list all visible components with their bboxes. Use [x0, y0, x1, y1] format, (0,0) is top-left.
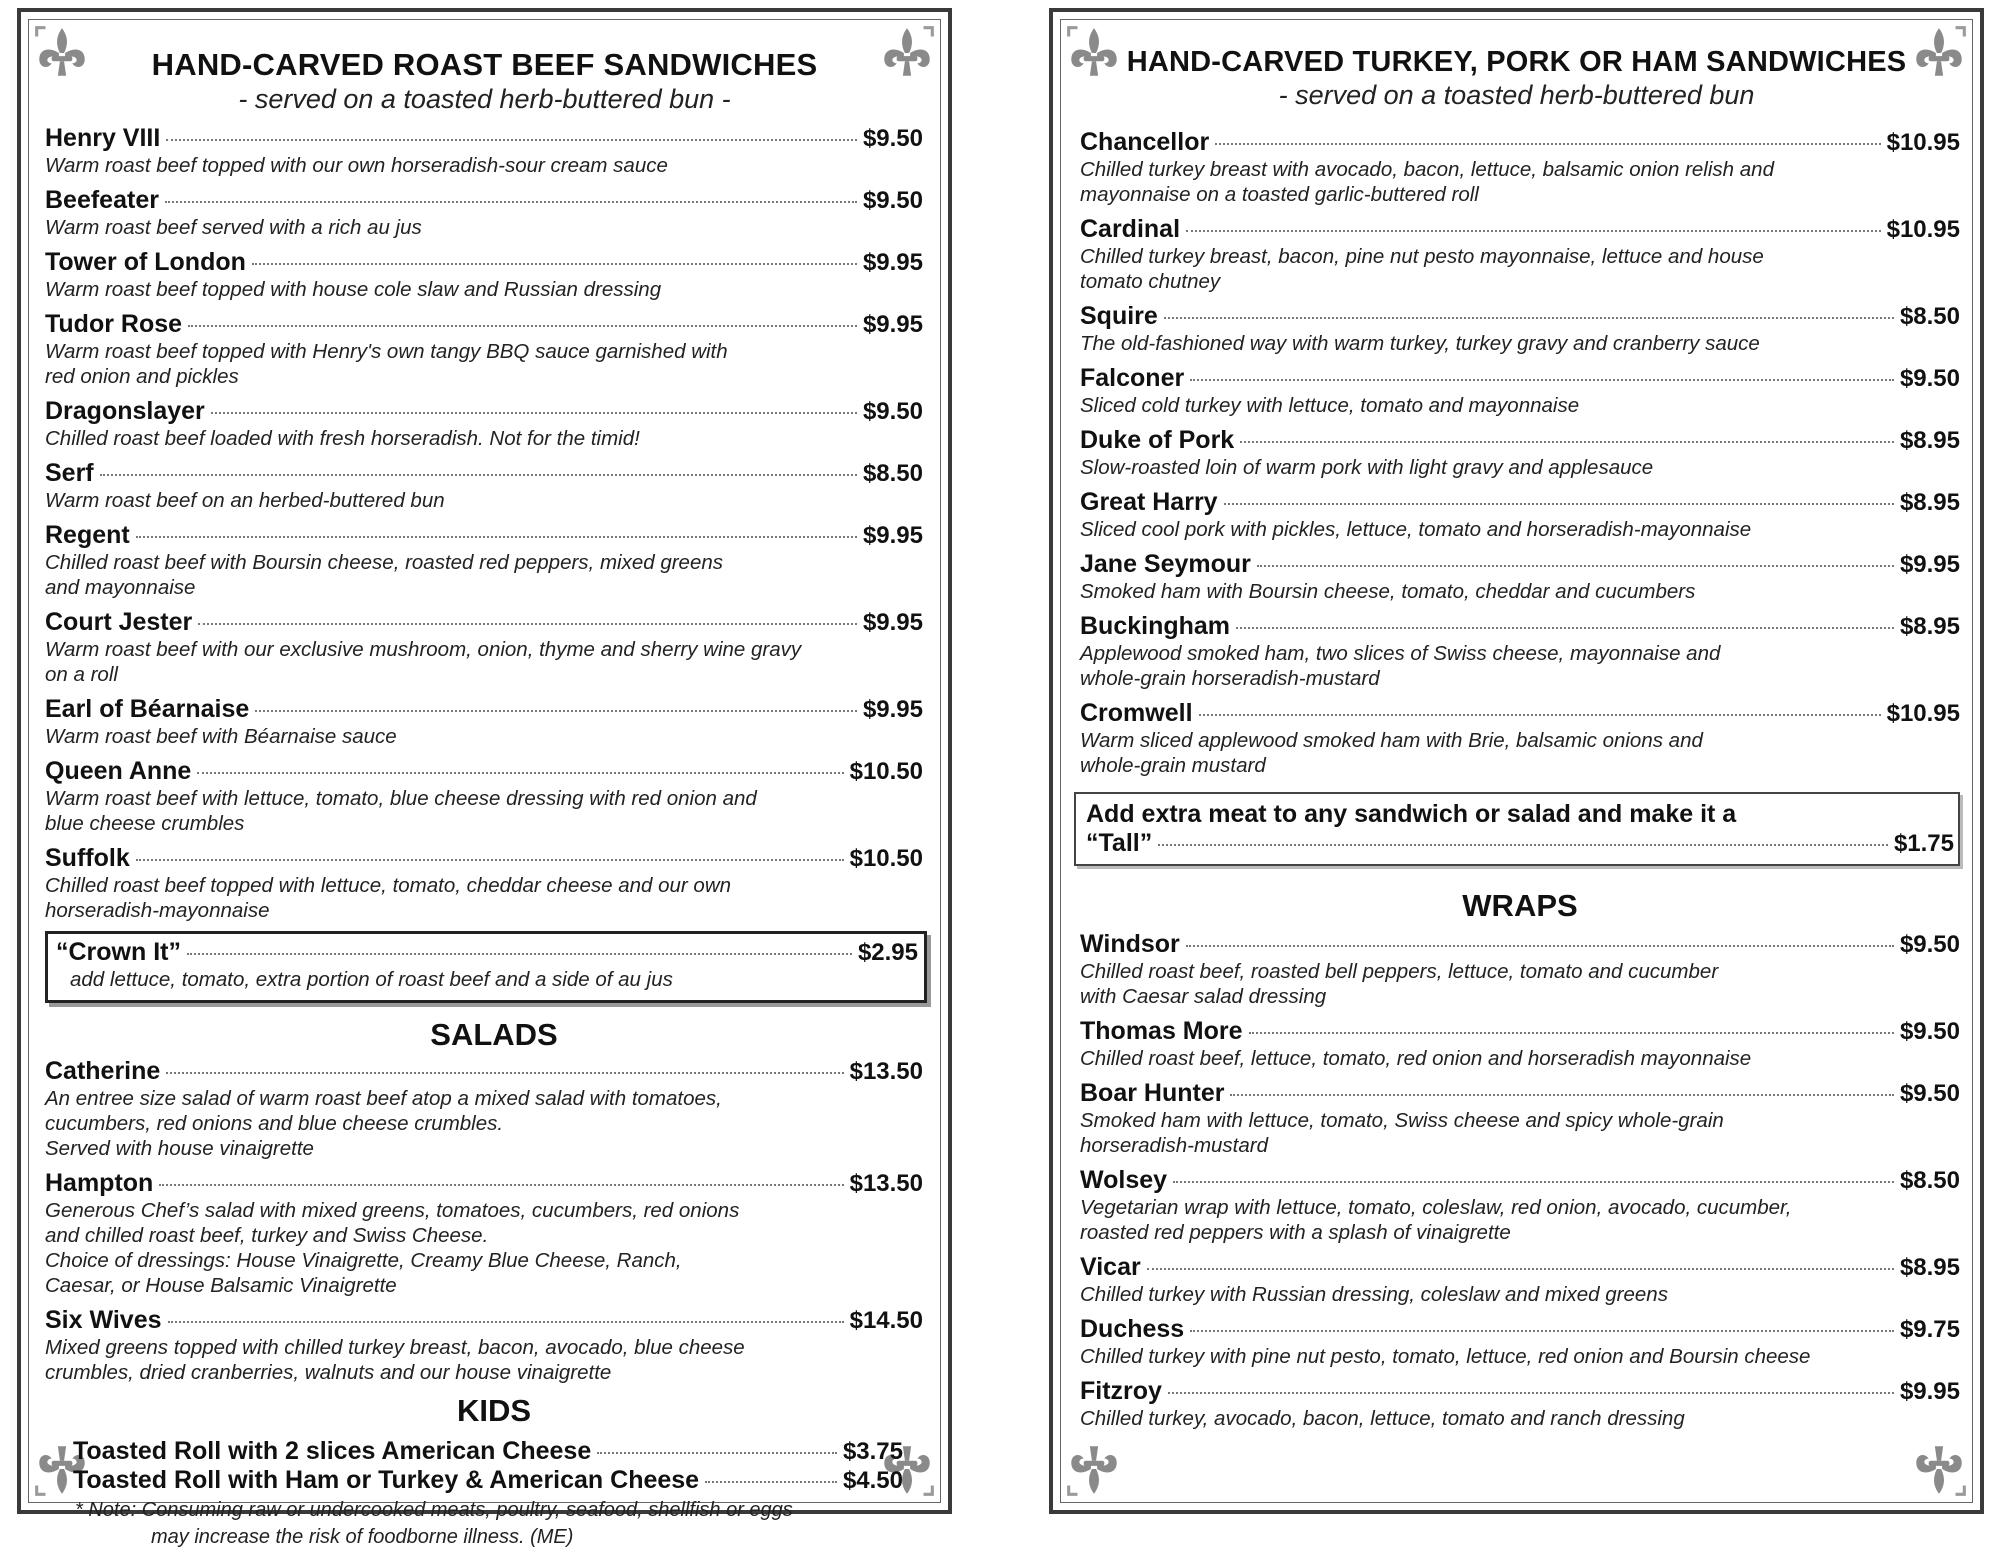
item-price: $9.50 — [1899, 1018, 1960, 1045]
item-name: Queen Anne — [45, 757, 192, 785]
item-price: $8.95 — [1899, 1254, 1960, 1281]
make-it-tall-box — [1074, 792, 1960, 866]
item-name: Jane Seymour — [1080, 550, 1251, 578]
item-description: Chilled roast beef, roasted bell peppers, lettuce, tomato and cucumber with Caesar salad dressing — [1080, 960, 1719, 1008]
roast-beef-section-title: HAND-CARVED ROAST BEEF SANDWICHES — [151, 47, 818, 82]
menu-item — [1080, 550, 1960, 604]
dot-leader — [188, 325, 857, 327]
menu-item — [1080, 364, 1960, 418]
menu-item — [1080, 1253, 1960, 1307]
item-description: Mixed greens topped with chilled turkey breast, bacon, avocado, blue cheese crumbles, dried cranberries, walnuts and our house vinaigrette — [45, 1336, 745, 1384]
menu-item — [45, 844, 923, 923]
menu-item — [45, 521, 923, 600]
item-description: Warm roast beef served with a rich au jus — [45, 216, 422, 239]
dot-leader — [198, 623, 857, 625]
dot-leader — [168, 1321, 844, 1323]
item-price: $8.95 — [1899, 613, 1960, 640]
menu-item — [1080, 302, 1960, 356]
item-name: Earl of Béarnaise — [45, 695, 250, 723]
item-name: Dragonslayer — [45, 397, 205, 425]
item-price: $9.95 — [862, 249, 923, 276]
item-price: $9.50 — [1899, 365, 1960, 392]
dot-leader — [705, 1481, 837, 1483]
menu-item — [1080, 1017, 1960, 1071]
item-name: Suffolk — [45, 844, 130, 872]
item-description: Warm roast beef on an herbed-buttered bun — [45, 489, 445, 512]
item-name: Windsor — [1080, 930, 1180, 958]
menu-item — [1080, 1079, 1960, 1158]
item-price: $14.50 — [849, 1307, 923, 1334]
item-price: $10.95 — [1886, 129, 1960, 156]
kids-section-title: KIDS — [456, 1393, 532, 1428]
item-price: $3.75 — [842, 1438, 903, 1465]
food-safety-note — [45, 1497, 943, 1551]
item-price: $9.95 — [862, 696, 923, 723]
item-price: $9.50 — [862, 187, 923, 214]
item-description: Applewood smoked ham, two slices of Swiss cheese, mayonnaise and whole-grain horseradish-mustard — [1080, 642, 1721, 690]
item-price: $10.50 — [849, 758, 923, 785]
item-name: Cardinal — [1080, 215, 1181, 243]
dot-leader — [1158, 844, 1888, 846]
menu-item — [45, 124, 923, 178]
item-price: $8.95 — [1899, 427, 1960, 454]
menu-item — [1080, 612, 1960, 691]
item-name: Boar Hunter — [1080, 1079, 1225, 1107]
item-price: $9.50 — [1899, 931, 1960, 958]
dot-leader — [1164, 317, 1894, 319]
item-price: $9.95 — [1899, 551, 1960, 578]
item-name: Toasted Roll with 2 slices American Cheese — [73, 1437, 592, 1465]
note-line: * Note: Consuming raw or undercooked meats, poultry, seafood, shellfish or eggs — [75, 1499, 793, 1521]
item-name: Buckingham — [1080, 612, 1231, 640]
dot-leader — [597, 1452, 837, 1454]
dot-leader — [1230, 1094, 1893, 1096]
dot-leader — [1173, 1181, 1894, 1183]
item-name: Squire — [1080, 302, 1158, 330]
salads-section-title: SALADS — [430, 1017, 558, 1052]
menu-item — [1080, 1166, 1960, 1245]
item-description: Sliced cool pork with pickles, lettuce, tomato and horseradish-mayonnaise — [1080, 518, 1752, 541]
item-description: Sliced cold turkey with lettuce, tomato and mayonnaise — [1080, 394, 1580, 417]
dot-leader — [165, 201, 857, 203]
item-price: $9.95 — [862, 311, 923, 338]
item-description: Chilled turkey with Russian dressing, coleslaw and mixed greens — [1080, 1283, 1668, 1306]
item-price: $8.50 — [1899, 1167, 1960, 1194]
turkey-pork-ham-section-title: HAND-CARVED TURKEY, PORK OR HAM SANDWICHES — [1126, 46, 1907, 78]
item-description: Smoked ham with Boursin cheese, tomato, cheddar and cucumbers — [1080, 580, 1696, 603]
menu-item — [45, 1169, 923, 1298]
item-price: $10.95 — [1886, 216, 1960, 243]
dot-leader — [1186, 230, 1881, 232]
item-price: $8.95 — [1899, 489, 1960, 516]
item-name: Fitzroy — [1080, 1377, 1162, 1405]
crown-it-box — [45, 931, 927, 1003]
kids-item — [73, 1466, 903, 1495]
menu-item — [1080, 426, 1960, 480]
menu-panel-right — [1049, 8, 1984, 1514]
dot-leader — [1215, 143, 1880, 145]
item-price: $10.95 — [1886, 700, 1960, 727]
dot-leader — [1236, 627, 1894, 629]
item-price: $9.95 — [862, 522, 923, 549]
item-price: $9.50 — [862, 125, 923, 152]
dot-leader — [1257, 565, 1894, 567]
dot-leader — [166, 139, 857, 141]
item-description: Chilled turkey breast with avocado, bacon, lettuce, balsamic onion relish and mayonnaise on a toasted garlic-buttered roll — [1080, 158, 1774, 206]
menu-item — [1080, 215, 1960, 294]
note-line: may increase the risk of foodborne illness. (ME) — [151, 1526, 574, 1548]
dot-leader — [136, 536, 857, 538]
turkey-pork-ham-list — [1080, 128, 1960, 1439]
menu-item — [45, 310, 923, 389]
item-name: Catherine — [45, 1057, 161, 1085]
item-name: Serf — [45, 459, 94, 487]
item-description: Vegetarian wrap with lettuce, tomato, coleslaw, red onion, avocado, cucumber, roasted red peppers with a splash of vinaigrette — [1080, 1196, 1792, 1244]
item-name: Falconer — [1080, 364, 1185, 392]
dot-leader — [1147, 1268, 1894, 1270]
item-name: Court Jester — [45, 608, 193, 636]
menu-item — [1080, 128, 1960, 207]
item-name: Tower of London — [45, 248, 246, 276]
item-description: Chilled roast beef topped with lettuce, tomato, cheddar cheese and our own horseradish-mayonnaise — [45, 874, 732, 922]
item-name: Hampton — [45, 1169, 154, 1197]
item-price: $9.95 — [1899, 1378, 1960, 1405]
item-description: The old-fashioned way with warm turkey, turkey gravy and cranberry sauce — [1080, 332, 1760, 355]
kids-list — [45, 1437, 903, 1495]
menu-item — [45, 1306, 923, 1385]
item-name: Henry VIII — [45, 124, 161, 152]
item-name: Duchess — [1080, 1315, 1185, 1343]
roast-beef-list — [45, 124, 943, 1551]
dot-leader — [1199, 714, 1881, 716]
dot-leader — [187, 953, 852, 955]
menu-item — [1080, 1377, 1960, 1431]
item-name: Cromwell — [1080, 699, 1193, 727]
dot-leader — [1190, 1330, 1894, 1332]
menu-panel-left — [17, 8, 952, 1548]
item-description: Chilled roast beef, lettuce, tomato, red onion and horseradish mayonnaise — [1080, 1047, 1752, 1070]
dot-leader — [136, 859, 844, 861]
menu-item — [45, 1057, 923, 1161]
roast-beef-subtitle: - served on a toasted herb-buttered bun - — [238, 84, 731, 114]
menu-item — [45, 186, 923, 240]
item-price: $9.95 — [862, 609, 923, 636]
wraps-section-title: WRAPS — [1462, 888, 1578, 923]
item-price: $8.50 — [1899, 303, 1960, 330]
menu-item — [45, 397, 923, 451]
item-description: Warm roast beef topped with house cole slaw and Russian dressing — [45, 278, 662, 301]
item-price: $2.95 — [857, 939, 918, 966]
item-price: $1.75 — [1893, 830, 1954, 857]
dot-leader — [159, 1184, 843, 1186]
dot-leader — [1190, 379, 1894, 381]
item-name: Vicar — [1080, 1253, 1141, 1281]
item-description: Warm roast beef topped with our own horseradish-sour cream sauce — [45, 154, 668, 177]
item-price: $9.50 — [1899, 1080, 1960, 1107]
item-description: Warm roast beef with Béarnaise sauce — [45, 725, 397, 748]
menu-item — [1080, 1315, 1960, 1369]
dot-leader — [100, 474, 857, 476]
item-price: $10.50 — [849, 845, 923, 872]
menu-item — [45, 248, 923, 302]
item-name: Six Wives — [45, 1306, 162, 1334]
menu-item — [45, 695, 923, 749]
item-name: Chancellor — [1080, 128, 1210, 156]
turkey-pork-ham-subtitle: - served on a toasted herb-buttered bun — [1278, 80, 1755, 110]
menu-item — [1080, 930, 1960, 1009]
item-description: Chilled turkey, avocado, bacon, lettuce, tomato and ranch dressing — [1080, 1407, 1685, 1430]
menu-item — [1080, 699, 1960, 778]
item-name: Toasted Roll with Ham or Turkey & American Cheese — [73, 1466, 700, 1494]
item-name: Wolsey — [1080, 1166, 1168, 1194]
item-price: $13.50 — [849, 1170, 923, 1197]
kids-item — [73, 1437, 903, 1466]
item-name: Beefeater — [45, 186, 159, 214]
menu-item — [1080, 488, 1960, 542]
dot-leader — [255, 710, 857, 712]
item-name: Thomas More — [1080, 1017, 1243, 1045]
item-price: $8.50 — [862, 460, 923, 487]
item-name: “Tall” — [1086, 829, 1153, 857]
dot-leader — [1249, 1032, 1894, 1034]
item-description: Warm roast beef with our exclusive mushroom, onion, thyme and sherry wine gravy on a roll — [45, 638, 802, 686]
item-description: An entree size salad of warm roast beef atop a mixed salad with tomatoes, cucumbers, red onions and blue cheese crumbles. Served with house vinaigrette — [45, 1087, 722, 1160]
dot-leader — [1168, 1392, 1894, 1394]
item-name: Duke of Pork — [1080, 426, 1235, 454]
tall-offer-text: Add extra meat to any sandwich or salad and make it a — [1086, 800, 1737, 828]
item-price: $13.50 — [849, 1058, 923, 1085]
item-description: Slow-roasted loin of warm pork with light gravy and applesauce — [1080, 456, 1654, 479]
dot-leader — [197, 772, 843, 774]
item-description: add lettuce, tomato, extra portion of roast beef and a side of au jus — [70, 968, 673, 991]
item-description: Chilled roast beef loaded with fresh horseradish. Not for the timid! — [45, 427, 640, 450]
item-name: “Crown It” — [56, 938, 181, 966]
item-description: Warm roast beef topped with Henry's own tangy BBQ sauce garnished with red onion and pickles — [45, 340, 728, 388]
item-description: Smoked ham with lettuce, tomato, Swiss cheese and spicy whole-grain horseradish-mustard — [1080, 1109, 1724, 1157]
dot-leader — [211, 412, 857, 414]
dot-leader — [1240, 441, 1894, 443]
dot-leader — [166, 1072, 843, 1074]
item-name: Great Harry — [1080, 488, 1218, 516]
menu-item — [45, 459, 923, 513]
item-price: $9.75 — [1899, 1316, 1960, 1343]
menu-item — [45, 608, 923, 687]
item-name: Tudor Rose — [45, 310, 183, 338]
item-description: Warm roast beef with lettuce, tomato, blue cheese dressing with red onion and blue cheese crumbles — [45, 787, 757, 835]
item-description: Generous Chef’s salad with mixed greens, tomatoes, cucumbers, red onions and chilled roast beef, turkey and Swiss Cheese. Choice of dressings: House Vinaigrette, Creamy Blue Cheese, Ranch, Caesar, or House Balsamic Vinaigrette — [45, 1199, 740, 1297]
item-name: Regent — [45, 521, 130, 549]
item-price: $9.50 — [862, 398, 923, 425]
item-description: Chilled roast beef with Boursin cheese, roasted red peppers, mixed greens and mayonnaise — [45, 551, 724, 599]
item-price: $4.50 — [842, 1467, 903, 1494]
dot-leader — [1224, 503, 1894, 505]
dot-leader — [252, 263, 857, 265]
item-description: Warm sliced applewood smoked ham with Brie, balsamic onions and whole-grain mustard — [1080, 729, 1703, 777]
menu-item — [45, 757, 923, 836]
item-description: Chilled turkey breast, bacon, pine nut pesto mayonnaise, lettuce and house tomato chutney — [1080, 245, 1764, 293]
dot-leader — [1186, 945, 1894, 947]
item-description: Chilled turkey with pine nut pesto, tomato, lettuce, red onion and Boursin cheese — [1080, 1345, 1811, 1368]
